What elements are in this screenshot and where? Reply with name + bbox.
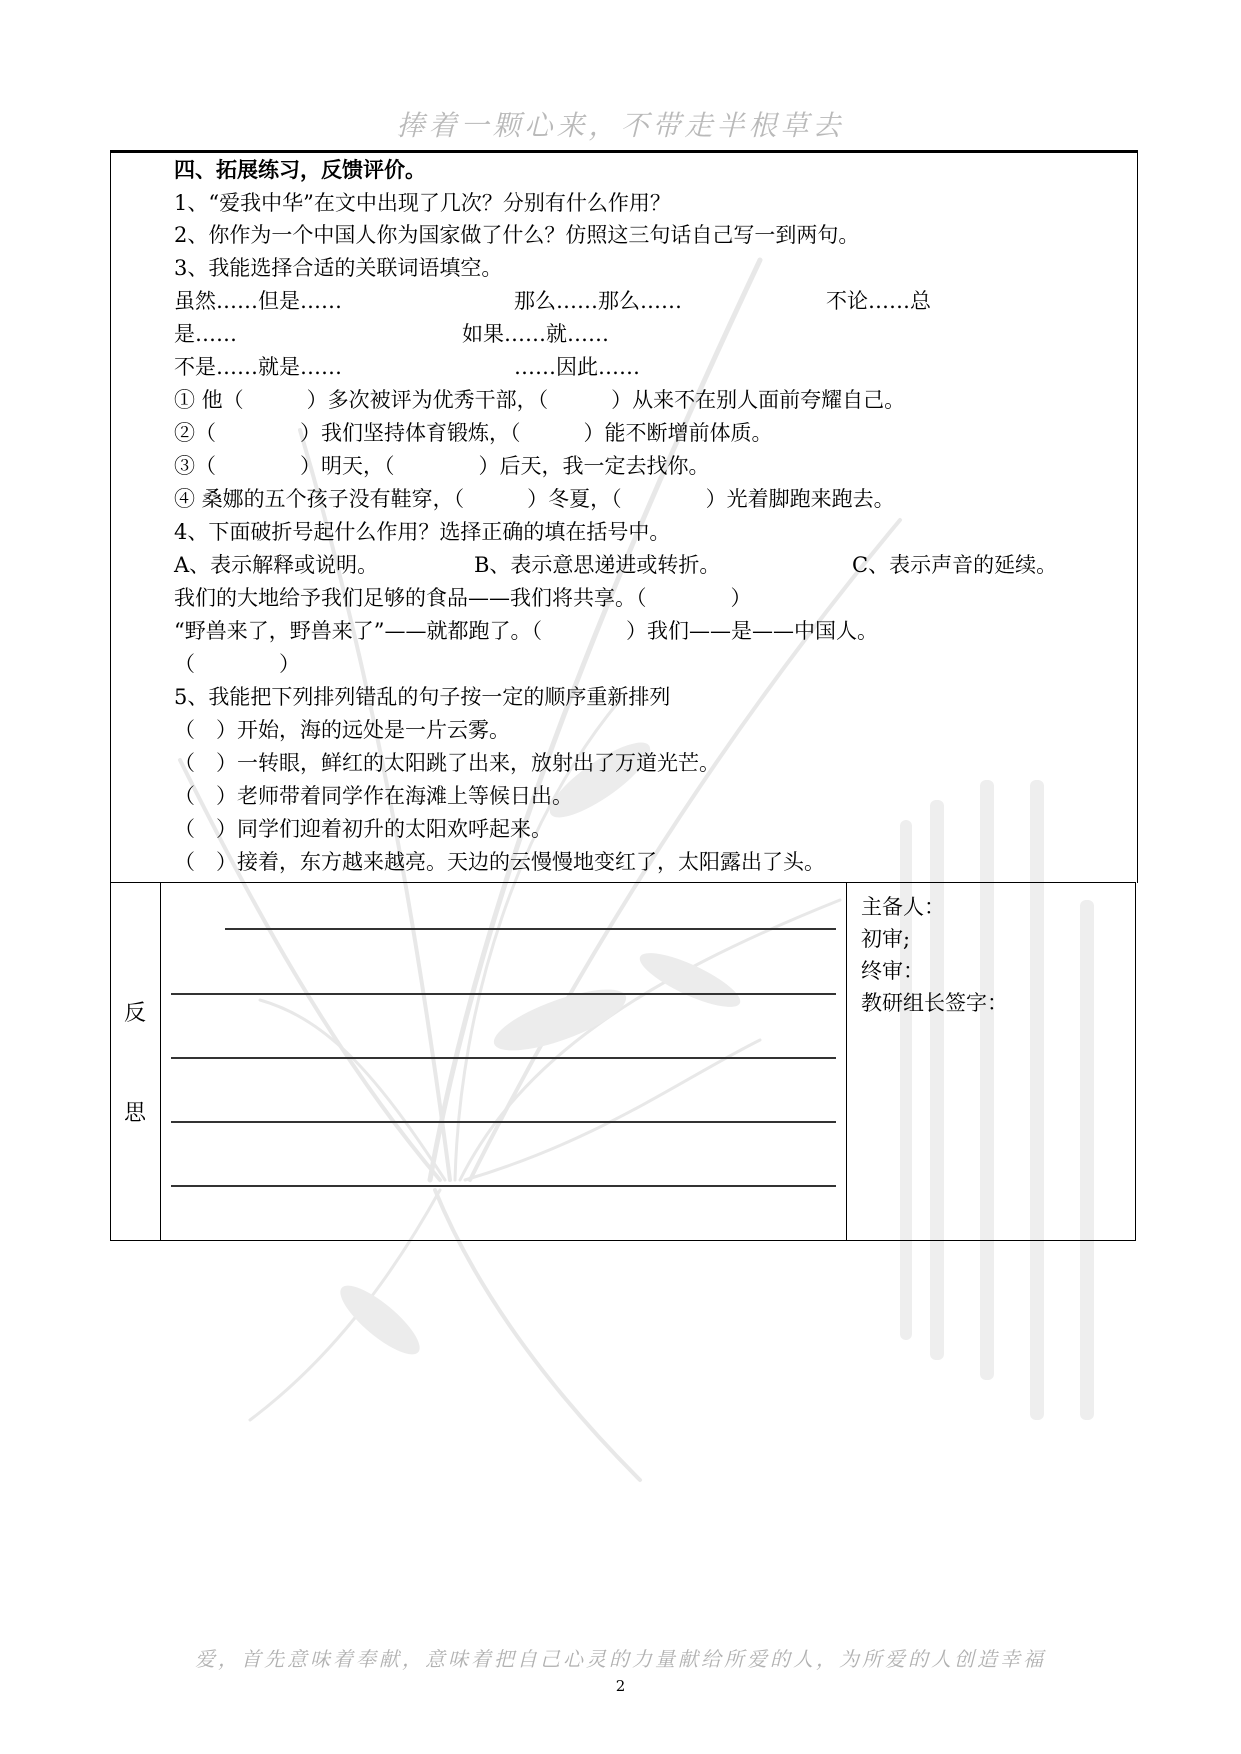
- conjunction-option: 不论……总: [826, 289, 931, 313]
- dash-sentence: 我们的大地给予我们足够的食品——我们将共享。（ ）: [174, 586, 752, 610]
- order-item: （ ）开始，海的远处是一片云雾。: [174, 718, 510, 742]
- dash-sentence: “野兽来了，野兽来了”——就都跑了。（ ）我们——是——中国人。: [174, 619, 878, 643]
- question-4: 4、下面破折号起什么作用？选择正确的填在括号中。: [174, 520, 671, 544]
- writing-line[interactable]: [225, 928, 836, 930]
- dash-option-b: B、表示意思递进或转折。: [474, 553, 721, 577]
- reflection-label: 反: [124, 1001, 147, 1026]
- order-item: （ ）老师带着同学作在海滩上等候日出。: [174, 784, 573, 808]
- question-3: 3、我能选择合适的关联词语填空。: [174, 256, 503, 280]
- group-leader-signature-label: 教研组长签字：: [861, 991, 1008, 1015]
- section-title: 四、拓展练习，反馈评价。: [174, 157, 426, 182]
- reflection-label-cell: [111, 883, 161, 1240]
- header-motto: 捧着一颗心来，不带走半根草去: [396, 109, 845, 142]
- order-item: （ ）同学们迎着初升的太阳欢呼起来。: [174, 817, 552, 841]
- writing-line[interactable]: [171, 1185, 836, 1187]
- conjunction-option: 是……: [174, 322, 237, 346]
- order-item: （ ）接着，东方越来越亮。天边的云慢慢地变红了，太阳露出了头。: [174, 850, 825, 874]
- conjunction-option: 虽然……但是……: [174, 289, 342, 313]
- dash-option-a: A、表示解释或说明。: [174, 553, 379, 577]
- fill-blank-item: ④ 桑娜的五个孩子没有鞋穿，（ ）冬夏，（ ）光着脚跑来跑去。: [174, 487, 895, 511]
- dash-sentence: （ ）: [174, 652, 300, 676]
- conjunction-option: 如果……就……: [462, 322, 609, 346]
- fill-blank-item: ① 他（ ）多次被评为优秀干部，（ ）从来不在别人面前夸耀自己。: [174, 388, 906, 412]
- writing-line[interactable]: [171, 1121, 836, 1123]
- reflection-writing-area[interactable]: [161, 883, 847, 1240]
- final-review-label: 终审：: [861, 959, 924, 983]
- first-review-label: 初审;: [861, 927, 911, 951]
- question-5: 5、我能把下列排列错乱的句子按一定的顺序重新排列: [174, 685, 671, 709]
- fill-blank-item: ②（ ）我们坚持体育锻炼，（ ）能不断增前体质。: [174, 421, 773, 445]
- fill-blank-item: ③（ ）明天，（ ）后天，我一定去找你。: [174, 454, 710, 478]
- preparer-label: 主备人：: [861, 895, 945, 919]
- reflection-table: [110, 882, 1136, 1241]
- writing-line[interactable]: [171, 993, 836, 995]
- order-item: （ ）一转眼，鲜红的太阳跳了出来，放射出了万道光芒。: [174, 751, 720, 775]
- reflection-label: 思: [124, 1101, 147, 1126]
- dash-option-c: C、表示声音的延续。: [852, 553, 1058, 577]
- writing-line[interactable]: [171, 1057, 836, 1059]
- conjunction-option: 那么……那么……: [514, 289, 682, 313]
- conjunction-option: ……因此……: [514, 355, 640, 379]
- footer-quote: 爱，首先意味着奉献，意味着把自己心灵的力量献给所爱的人，为所爱的人创造幸福: [195, 1647, 1046, 1671]
- question-2: 2、你作为一个中国人你为国家做了什么？仿照这三句话自己写一到两句。: [174, 223, 860, 247]
- page-number: 2: [615, 1677, 626, 1695]
- question-1: 1、“爱我中华”在文中出现了几次？分别有什么作用？: [174, 191, 671, 215]
- conjunction-option: 不是……就是……: [174, 355, 342, 379]
